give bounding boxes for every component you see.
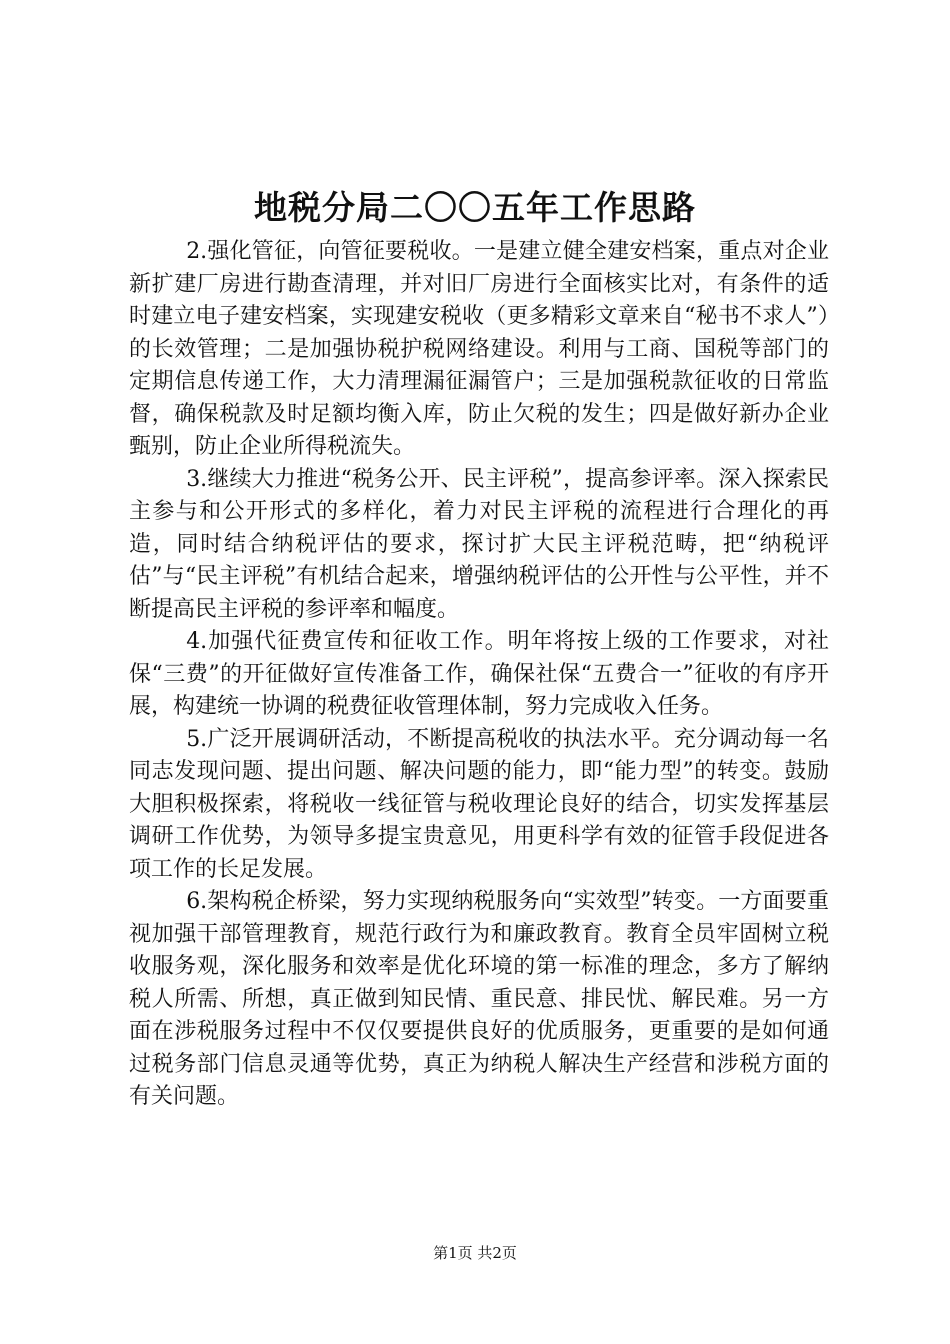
paragraph-item-3: 3.继续大力推进“税务公开、民主评税”，提高参评率。深入探索民主参与和公开形式的多样化，着力对民主评税的流程进行合理化的再造，同时结合纳税评估的要求，探讨扩大民主评税范畴，把“纳税评估”与“民主评税”有机结合起来，增强纳税评估的公开性与公平性，并不断提高民主评税的参评率和幅度。: [129, 466, 829, 622]
paragraph-item-4: 4.加强代征费宣传和征收工作。明年将按上级的工作要求，对社保“三费”的开征做好宣传准备工作，确保社保“五费合一”征收的有序开展，构建统一协调的税费征收管理体制，努力完成收入任务。: [129, 629, 829, 719]
paragraph-item-5: 5.广泛开展调研活动，不断提高税收的执法水平。充分调动每一名同志发现问题、提出问题、解决问题的能力，即“能力型”的转变。鼓励大胆积极探索，将税收一线征管与税收理论良好的结合，切实发挥基层调研工作优势，为领导多提宝贵意见，用更科学有效的征管手段促进各项工作的长足发展。: [129, 726, 829, 882]
paragraph-item-6: 6.架构税企桥梁，努力实现纳税服务向“实效型”转变。一方面要重视加强干部管理教育，规范行政行为和廉政教育。教育全员牢固树立税收服务观，深化服务和效率是优化环境的第一标准的理念，多方了解纳税人所需、所想，真正做到知民情、重民意、排民忧、解民难。另一方面在涉税服务过程中不仅仅要提供良好的优质服务，更重要的是如何通过税务部门信息灵通等优势，真正为纳税人解决生产经营和涉税方面的有关问题。: [129, 889, 829, 1109]
document-title: 地税分局二〇〇五年工作思路: [254, 188, 696, 227]
document-body: [129, 236, 829, 1114]
paragraph-item-2: 2.强化管征，向管征要税收。一是建立健全建安档案，重点对企业新扩建厂房进行勘查清理，并对旧厂房进行全面核实比对，有条件的适时建立电子建安档案，实现建安税收（更多精彩文章来自“秘书不求人”）的长效管理；二是加强协税护税网络建设。利用与工商、国税等部门的定期信息传递工作，大力清理漏征漏管户；三是加强税款征收的日常监督，确保税款及时足额均衡入库，防止欠税的发生；四是做好新办企业甄别，防止企业所得税流失。: [129, 239, 829, 459]
page-footer: 第1页 共2页: [433, 1244, 517, 1262]
